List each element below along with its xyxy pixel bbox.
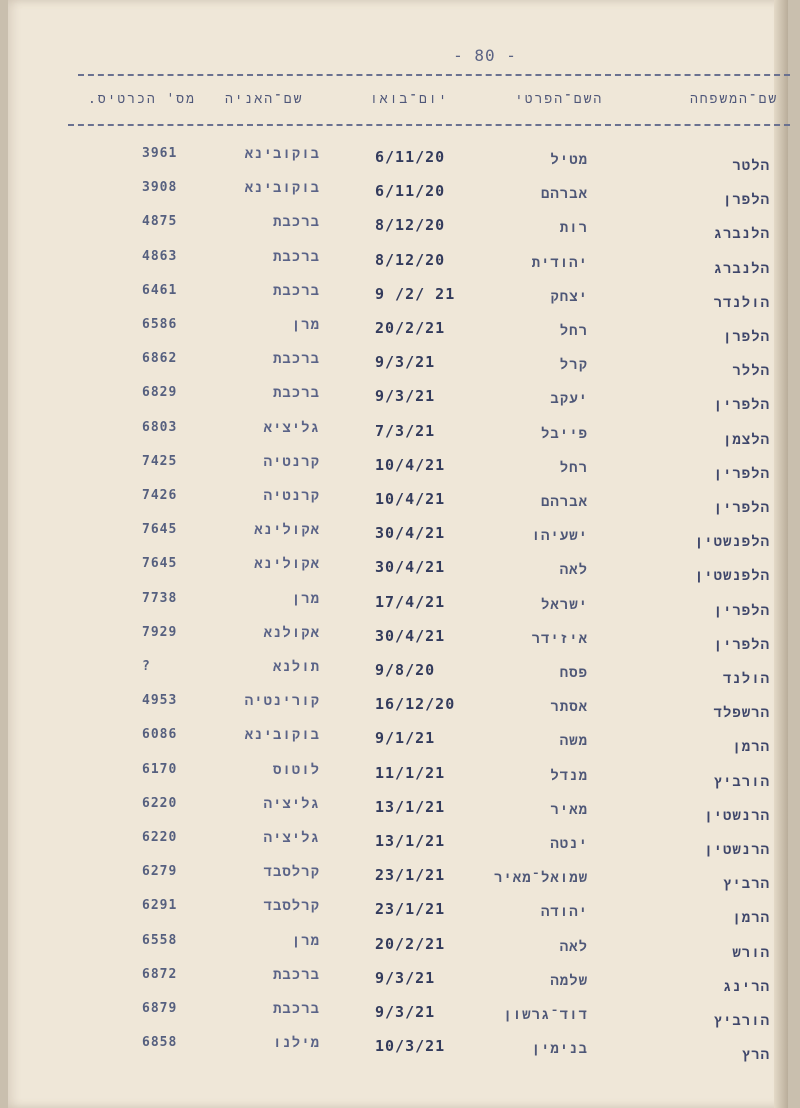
- given-name-cell: איזידר: [531, 630, 588, 647]
- table-row: [0, 214, 800, 244]
- family-name-cell: הלפרין: [713, 636, 770, 653]
- arrival-date-cell: 10/3/21: [375, 1037, 446, 1056]
- table-row: [0, 591, 800, 621]
- table-row: [0, 1035, 800, 1065]
- family-name-cell: הרינג: [722, 978, 770, 995]
- given-name-cell: ישראל: [540, 596, 588, 613]
- card-number-cell: 7738: [142, 590, 178, 606]
- given-name-cell: רות: [559, 220, 588, 237]
- arrival-date-cell: 11/1/21: [375, 763, 446, 782]
- family-name-cell: הלצמן: [722, 431, 770, 448]
- arrival-date-cell: 13/1/21: [375, 832, 446, 850]
- ship-name-cell: ברכבת: [272, 385, 320, 402]
- family-name-cell: הרמן: [732, 910, 770, 927]
- card-number-cell: 3908: [142, 180, 178, 196]
- arrival-date-cell: 17/4/21: [375, 592, 446, 611]
- header-given-name: השם־הפרטי: [515, 92, 604, 107]
- given-name-cell: מאיר: [550, 801, 588, 818]
- arrival-date-cell: 23/1/21: [375, 866, 446, 885]
- table-row: [0, 898, 800, 928]
- table-row: [0, 693, 800, 723]
- table-row: [0, 967, 800, 997]
- ship-name-cell: ברכבת: [272, 351, 320, 368]
- family-name-cell: הרשפלד: [713, 705, 770, 722]
- arrival-date-cell: 9/3/21: [375, 968, 436, 987]
- ship-name-cell: תולנא: [272, 659, 320, 675]
- arrival-date-cell: 23/1/21: [375, 900, 446, 919]
- arrival-date-cell: 16/12/20: [375, 695, 456, 714]
- family-name-cell: הרמן: [732, 739, 770, 756]
- given-name-cell: אברהם: [540, 494, 588, 510]
- card-number-cell: 6879: [142, 1001, 178, 1016]
- table-row: [0, 830, 800, 860]
- given-name-cell: יהודה: [540, 904, 588, 921]
- family-name-cell: הלטר: [732, 158, 770, 174]
- family-name-cell: הלפרין: [713, 397, 770, 414]
- card-number-cell: 6829: [142, 385, 178, 401]
- family-name-cell: הולנדר: [713, 294, 770, 311]
- card-number-cell: 7645: [142, 522, 178, 538]
- card-number-cell: 6461: [142, 282, 178, 298]
- family-name-cell: הלפנשטין: [694, 568, 770, 585]
- arrival-date-cell: 9 /2/ 21: [375, 284, 456, 303]
- family-name-cell: הורביץ: [713, 1013, 770, 1029]
- card-number-cell: 6803: [142, 419, 178, 435]
- arrival-date-cell: 10/4/21: [375, 455, 446, 474]
- given-name-cell: מנדל: [550, 767, 588, 784]
- card-number-cell: 7425: [142, 453, 178, 469]
- header-ship-name: שם־האניה: [225, 92, 304, 107]
- ship-name-cell: ברכבת: [272, 214, 320, 231]
- ship-name-cell: מרן: [291, 317, 320, 333]
- given-name-cell: ישעיהו: [531, 528, 588, 545]
- family-name-cell: הרץ: [741, 1047, 770, 1064]
- card-number-cell: 7645: [142, 556, 178, 572]
- ship-name-cell: בוקובינא: [244, 727, 320, 744]
- card-number-cell: 6220: [142, 795, 178, 811]
- ship-name-cell: קרלסבד: [263, 898, 320, 915]
- family-name-cell: הרנשטין: [704, 807, 770, 824]
- table-row: [0, 317, 800, 347]
- table-row: [0, 420, 800, 450]
- card-number-cell: 6086: [142, 727, 178, 743]
- table-row: [0, 351, 800, 381]
- card-number-cell: 6862: [142, 351, 178, 367]
- given-name-cell: רחל: [559, 323, 588, 339]
- given-name-cell: דוד־גרשון: [503, 1007, 588, 1023]
- arrival-date-cell: 30/4/21: [375, 558, 446, 577]
- ship-name-cell: מילנו: [272, 1035, 320, 1052]
- table-row: [0, 283, 800, 313]
- ship-name-cell: אקולינא: [254, 522, 320, 539]
- header-card-numbers: מס' הכרטיס.: [88, 92, 196, 107]
- family-name-cell: הלפנשטין: [694, 534, 770, 551]
- table-row: [0, 556, 800, 586]
- arrival-date-cell: 6/11/20: [375, 182, 446, 201]
- given-name-cell: רחל: [559, 459, 588, 476]
- family-name-cell: הלפרין: [713, 465, 770, 482]
- card-number-cell: ?: [142, 659, 151, 674]
- family-name-cell: הרביץ: [722, 876, 770, 893]
- arrival-date-cell: 9/3/21: [375, 353, 436, 372]
- ship-name-cell: אקולנא: [263, 624, 320, 641]
- given-name-cell: יעקב: [550, 391, 588, 408]
- ship-name-cell: גליציה: [263, 830, 320, 846]
- ship-name-cell: ברכבת: [272, 1001, 320, 1017]
- ship-name-cell: אקולינא: [254, 556, 320, 573]
- table-row: [0, 625, 800, 655]
- given-name-cell: משה: [559, 733, 588, 750]
- given-name-cell: פסח: [559, 665, 588, 681]
- arrival-date-cell: 30/4/21: [375, 524, 446, 543]
- table-row: [0, 796, 800, 826]
- arrival-date-cell: 7/3/21: [375, 421, 436, 440]
- family-name-cell: הלפרין: [713, 500, 770, 516]
- table-row: [0, 522, 800, 552]
- given-name-cell: יהודית: [531, 254, 588, 271]
- arrival-date-cell: 9/3/21: [375, 1003, 436, 1021]
- ship-name-cell: קרנטיה: [263, 453, 320, 470]
- ship-name-cell: ברכבת: [272, 248, 320, 265]
- card-number-cell: 4953: [142, 693, 178, 709]
- card-number-cell: 6220: [142, 830, 178, 845]
- table-row: [0, 385, 800, 415]
- card-number-cell: 6872: [142, 966, 178, 982]
- arrival-date-cell: 20/2/21: [375, 319, 446, 337]
- given-name-cell: לאה: [559, 938, 588, 955]
- ship-name-cell: קרנטיה: [263, 488, 320, 504]
- ship-name-cell: מרן: [291, 590, 320, 607]
- card-number-cell: 6170: [142, 761, 178, 777]
- table-row: [0, 249, 800, 279]
- table-row: [0, 727, 800, 757]
- arrival-date-cell: 30/4/21: [375, 626, 446, 645]
- given-name-cell: יצחק: [550, 288, 588, 305]
- arrival-date-cell: 9/1/21: [375, 729, 436, 748]
- card-number-cell: 6279: [142, 864, 178, 880]
- table-row: [0, 454, 800, 484]
- ship-name-cell: גליציא: [263, 419, 320, 436]
- table-row: [0, 762, 800, 792]
- family-name-cell: הלנברג: [713, 226, 770, 243]
- arrival-date-cell: 9/8/20: [375, 661, 436, 679]
- ship-name-cell: ברכבת: [272, 966, 320, 983]
- ship-name-cell: קורינטיה: [244, 693, 320, 710]
- table-row: [0, 180, 800, 210]
- ship-name-cell: גליציה: [263, 795, 320, 812]
- given-name-cell: שמואל־מאיר: [493, 870, 588, 887]
- given-name-cell: בנימין: [531, 1041, 588, 1058]
- table-row: [0, 1001, 800, 1031]
- card-number-cell: 7426: [142, 488, 178, 503]
- card-number-cell: 4875: [142, 214, 178, 230]
- family-name-cell: הולנד: [722, 671, 770, 687]
- family-name-cell: הורביץ: [713, 773, 770, 790]
- given-name-cell: אברהם: [540, 186, 588, 203]
- given-name-cell: שלמה: [550, 972, 588, 989]
- arrival-date-cell: 8/12/20: [375, 216, 446, 235]
- family-name-cell: הלפרן: [722, 192, 770, 209]
- given-name-cell: ינטה: [550, 836, 588, 852]
- table-row: [0, 488, 800, 518]
- given-name-cell: אסתר: [550, 699, 588, 716]
- card-number-cell: 4863: [142, 248, 178, 264]
- given-name-cell: לאה: [559, 562, 588, 579]
- card-number-cell: 7929: [142, 624, 178, 640]
- ship-name-cell: מרן: [291, 932, 320, 949]
- given-name-cell: מטיל: [550, 152, 588, 168]
- family-name-cell: הורש: [732, 944, 770, 961]
- family-name-cell: הלפרן: [722, 329, 770, 345]
- arrival-date-cell: 20/2/21: [375, 934, 446, 953]
- header-arrival-date: יום־בואו: [370, 92, 449, 107]
- family-name-cell: הלפרין: [713, 602, 770, 619]
- table-row: [0, 659, 800, 689]
- ship-name-cell: ברכבת: [272, 282, 320, 299]
- arrival-date-cell: 13/1/21: [375, 797, 446, 816]
- table-row: [0, 146, 800, 176]
- arrival-date-cell: 9/3/21: [375, 387, 436, 406]
- card-number-cell: 3961: [142, 146, 178, 161]
- card-number-cell: 6291: [142, 898, 178, 914]
- family-name-cell: הלנברג: [713, 260, 770, 277]
- page-number: - 80 -: [453, 46, 517, 65]
- table-row: [0, 864, 800, 894]
- card-number-cell: 6558: [142, 932, 178, 948]
- given-name-cell: פייבל: [540, 425, 588, 442]
- table-row: [0, 933, 800, 963]
- ship-name-cell: בוקובינא: [244, 180, 320, 197]
- arrival-date-cell: 10/4/21: [375, 490, 446, 508]
- arrival-date-cell: 6/11/20: [375, 148, 446, 166]
- family-name-cell: הרנשטין: [704, 842, 770, 858]
- ship-name-cell: קרלסבד: [263, 864, 320, 881]
- card-number-cell: 6858: [142, 1035, 178, 1051]
- family-name-cell: הללר: [732, 363, 770, 380]
- given-name-cell: קרל: [559, 357, 588, 374]
- ship-name-cell: לוטוס: [272, 761, 320, 778]
- card-number-cell: 6586: [142, 317, 178, 332]
- header-family-name: שם־המשפחה: [690, 92, 779, 107]
- arrival-date-cell: 8/12/20: [375, 250, 446, 269]
- ship-name-cell: בוקובינא: [244, 146, 320, 162]
